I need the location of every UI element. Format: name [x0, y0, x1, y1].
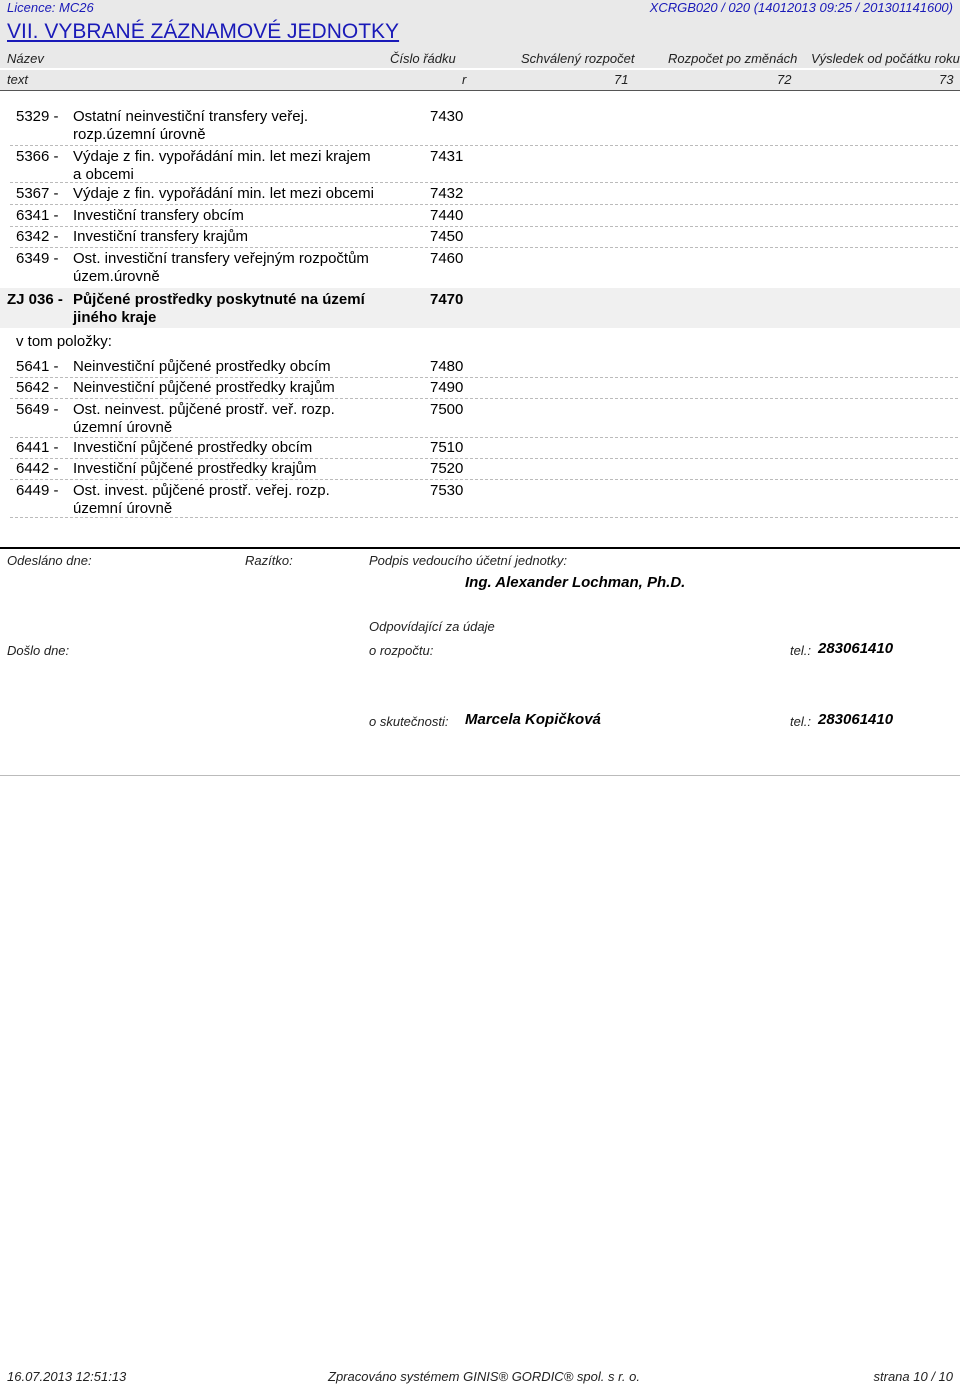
- row-divider: [10, 517, 958, 518]
- item-description: Výdaje z fin. vypořádání min. let mezi obcemi: [73, 185, 374, 202]
- item-description: Investiční půjčené prostředky krajům: [73, 460, 317, 477]
- item-code: 5642 -: [16, 379, 59, 396]
- item-code: 6442 -: [16, 460, 59, 477]
- item-code: 5366 -: [16, 148, 59, 165]
- col-row-no-header: Číslo řádku: [390, 51, 456, 66]
- reality-responsible-name: Marcela Kopičková: [465, 711, 601, 728]
- footer-page-number: strana 10 / 10: [873, 1369, 953, 1384]
- footer-datetime: 16.07.2013 12:51:13: [7, 1369, 127, 1384]
- item-row-number: 7430: [430, 108, 464, 125]
- sent-date-label: Odesláno dne:: [7, 553, 92, 568]
- item-code: 5367 -: [16, 185, 59, 202]
- license-text: Licence: MC26: [7, 0, 94, 15]
- item-description: Ostatní neinvestiční transfery veřej. rozp.územní úrovně: [73, 108, 309, 143]
- row-divider: [10, 247, 958, 248]
- col-result-header: Výsledek od počátku roku: [811, 51, 960, 66]
- row-divider: [10, 182, 958, 183]
- item-description: Ost. investiční transfery veřejným rozpočtům územ.úrovně: [73, 250, 369, 285]
- signature-top-rule: [0, 547, 960, 549]
- item-row-number: 7431: [430, 148, 464, 165]
- phone-label-reality: tel.:: [790, 714, 811, 729]
- responsible-label: Odpovídající za údaje: [369, 619, 495, 634]
- row-divider: [10, 226, 958, 227]
- stamp-label: Razítko:: [245, 553, 293, 568]
- col-approved-header: Schválený rozpočet: [521, 51, 635, 66]
- zj-code: ZJ 036 -: [7, 291, 63, 308]
- subitems-heading: v tom položky:: [16, 333, 112, 350]
- row-divider: [10, 204, 958, 205]
- item-row-number: 7450: [430, 228, 464, 245]
- item-description: Investiční transfery krajům: [73, 228, 249, 245]
- item-description: Investiční půjčené prostředky obcím: [73, 439, 313, 456]
- row-divider: [10, 437, 958, 438]
- row-divider: [10, 458, 958, 459]
- received-date-label: Došlo dne:: [7, 643, 70, 658]
- item-row-number: 7510: [430, 439, 464, 456]
- header-rule: [0, 90, 960, 91]
- item-description: Ost. neinvest. půjčené prostř. veř. rozp. územní úrovně: [73, 401, 335, 436]
- head-signature-label: Podpis vedoucího účetní jednotky:: [369, 553, 568, 568]
- item-code: 6341 -: [16, 207, 59, 224]
- row-divider: [10, 145, 958, 146]
- col-approved-code: 71: [614, 72, 629, 87]
- footer-processed-by: Zpracováno systémem GINIS® GORDIC® spol. s r. o.: [328, 1369, 640, 1384]
- item-code: 6342 -: [16, 228, 59, 245]
- item-description: Neinvestiční půjčené prostředky obcím: [73, 358, 331, 375]
- item-row-number: 7432: [430, 185, 464, 202]
- zj-row-number: 7470: [430, 291, 464, 308]
- item-description: Investiční transfery obcím: [73, 207, 244, 224]
- section-title: VII. VYBRANÉ ZÁZNAMOVÉ JEDNOTKY: [7, 20, 400, 43]
- item-code: 6449 -: [16, 482, 59, 499]
- report-reference: XCRGB020 / 020 (14012013 09:25 / 201301141600): [649, 0, 953, 15]
- phone-budget: 283061410: [818, 640, 894, 657]
- item-row-number: 7460: [430, 250, 464, 267]
- col-after-changes-header: Rozpočet po změnách: [668, 51, 798, 66]
- row-divider: [10, 398, 958, 399]
- phone-reality: 283061410: [818, 711, 894, 728]
- item-row-number: 7520: [430, 460, 464, 477]
- col-name-header: Název: [7, 51, 44, 66]
- item-code: 6441 -: [16, 439, 59, 456]
- reality-responsible-label: o skutečnosti:: [369, 714, 449, 729]
- item-row-number: 7440: [430, 207, 464, 224]
- item-description: Neinvestiční půjčené prostředky krajům: [73, 379, 335, 396]
- head-name: Ing. Alexander Lochman, Ph.D.: [465, 574, 686, 591]
- item-row-number: 7480: [430, 358, 464, 375]
- item-row-number: 7500: [430, 401, 464, 418]
- row-divider: [10, 479, 958, 480]
- row-divider: [10, 377, 958, 378]
- item-row-number: 7490: [430, 379, 464, 396]
- signature-bottom-rule: [0, 775, 960, 776]
- col-row-no-code: r: [462, 72, 467, 87]
- zj-description: Půjčené prostředky poskytnuté na území jiného kraje: [73, 291, 365, 326]
- phone-label-budget: tel.:: [790, 643, 811, 658]
- item-code: 5329 -: [16, 108, 59, 125]
- column-code-row: [0, 70, 960, 90]
- item-row-number: 7530: [430, 482, 464, 499]
- col-name-code: text: [7, 72, 28, 87]
- budget-responsible-label: o rozpočtu:: [369, 643, 434, 658]
- col-result-code: 73: [939, 72, 954, 87]
- col-after-changes-code: 72: [777, 72, 792, 87]
- item-description: Výdaje z fin. vypořádání min. let mezi krajem a obcemi: [73, 148, 371, 183]
- item-description: Ost. invest. půjčené prostř. veřej. rozp. územní úrovně: [73, 482, 330, 517]
- item-code: 5641 -: [16, 358, 59, 375]
- item-code: 6349 -: [16, 250, 59, 267]
- item-code: 5649 -: [16, 401, 59, 418]
